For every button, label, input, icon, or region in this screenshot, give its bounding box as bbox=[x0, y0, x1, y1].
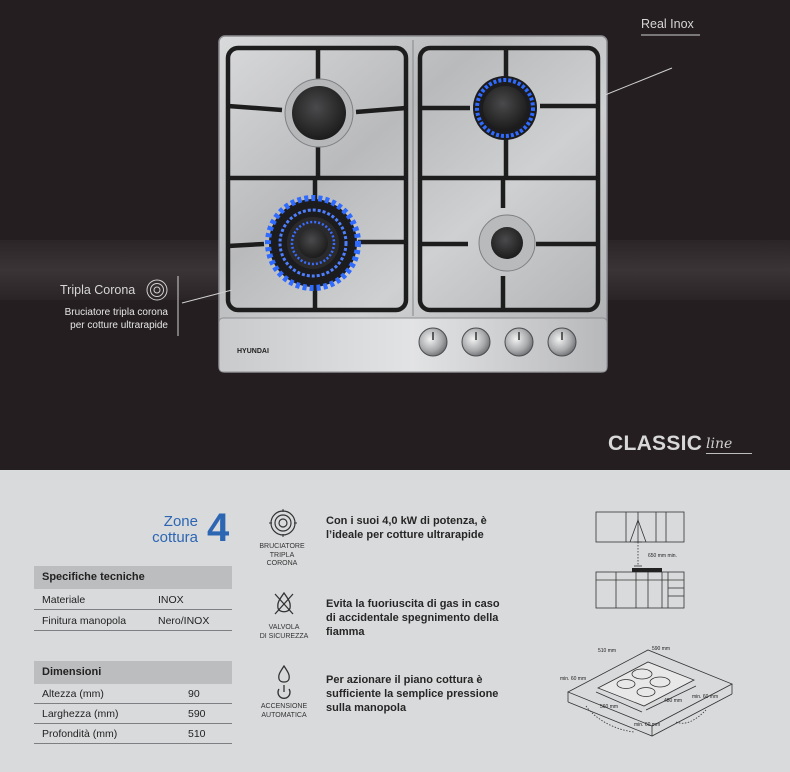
safety-valve-icon bbox=[272, 590, 296, 618]
clearance-right-label: min. 60 mm bbox=[692, 694, 719, 700]
spec-row-material: Materiale INOX bbox=[34, 590, 232, 610]
series-suffix: line bbox=[706, 436, 733, 452]
burner-top-left bbox=[285, 79, 353, 147]
dimension-row-width: Larghezza (mm) 590 bbox=[34, 704, 232, 724]
real-inox-callout: Real Inox bbox=[641, 17, 694, 31]
triple-crown-callout-icon bbox=[147, 280, 167, 300]
dimension-560-label: 560 mm bbox=[600, 704, 619, 710]
feature-caption-auto-ignition: ACCENSIONE AUTOMATICA bbox=[260, 703, 308, 719]
dimension-510-label: 510 mm bbox=[598, 648, 617, 654]
triple-crown-burner bbox=[268, 198, 358, 288]
feature-text-auto-ignition: Per azionare il piano cottura è sufficiente la semplice pressione sulla manopola bbox=[326, 674, 499, 714]
auto-ignition-icon bbox=[273, 664, 295, 700]
clearance-650-label: 650 mm min. bbox=[648, 553, 677, 559]
zones-label: Zone cottura bbox=[152, 513, 198, 546]
specs-title: Specifiche tecniche bbox=[34, 566, 232, 589]
dimension-480-label: 480 mm bbox=[664, 698, 683, 704]
dimensions-title: Dimensioni bbox=[34, 661, 232, 684]
triple-crown-burner-icon bbox=[268, 508, 298, 538]
clearance-left-label: min. 60 mm bbox=[560, 676, 587, 682]
dimension-row-depth: Profondità (mm) 510 bbox=[34, 724, 232, 744]
spec-row-knob-finish: Finitura manopola Nero/INOX bbox=[34, 611, 232, 631]
burner-bottom-right bbox=[479, 215, 535, 271]
tripla-corona-description: Bruciatore tripla corona per cotture ultrarapide bbox=[64, 307, 168, 331]
zones-count: 4 bbox=[207, 506, 230, 550]
series-underline bbox=[706, 453, 752, 454]
feature-caption-triple-crown: BRUCIATORE TRIPLA CORONA bbox=[259, 543, 305, 567]
burner-top-right bbox=[473, 76, 537, 140]
dimension-row-height: Altezza (mm) 90 bbox=[34, 684, 232, 704]
series-name: CLASSIC bbox=[608, 432, 703, 455]
feature-caption-safety-valve: VALVOLA DI SICUREZZA bbox=[259, 624, 309, 640]
cutout-dimensions-diagram bbox=[556, 630, 736, 742]
tripla-corona-callout: Tripla Corona bbox=[60, 283, 136, 297]
clearance-bottom-label: min. 60 mm bbox=[634, 722, 661, 728]
dimension-590-label: 590 mm bbox=[652, 646, 671, 652]
cabinet-clearance-diagram bbox=[590, 508, 690, 614]
feature-text-triple-crown: Con i suoi 4,0 kW di potenza, è l’ideale per cotture ultrarapide bbox=[326, 515, 487, 541]
feature-text-safety-valve: Evita la fuoriuscita di gas in caso di accidentale spegnimento della fiamma bbox=[326, 598, 500, 638]
hob-brand-label: HYUNDAI bbox=[237, 348, 269, 355]
